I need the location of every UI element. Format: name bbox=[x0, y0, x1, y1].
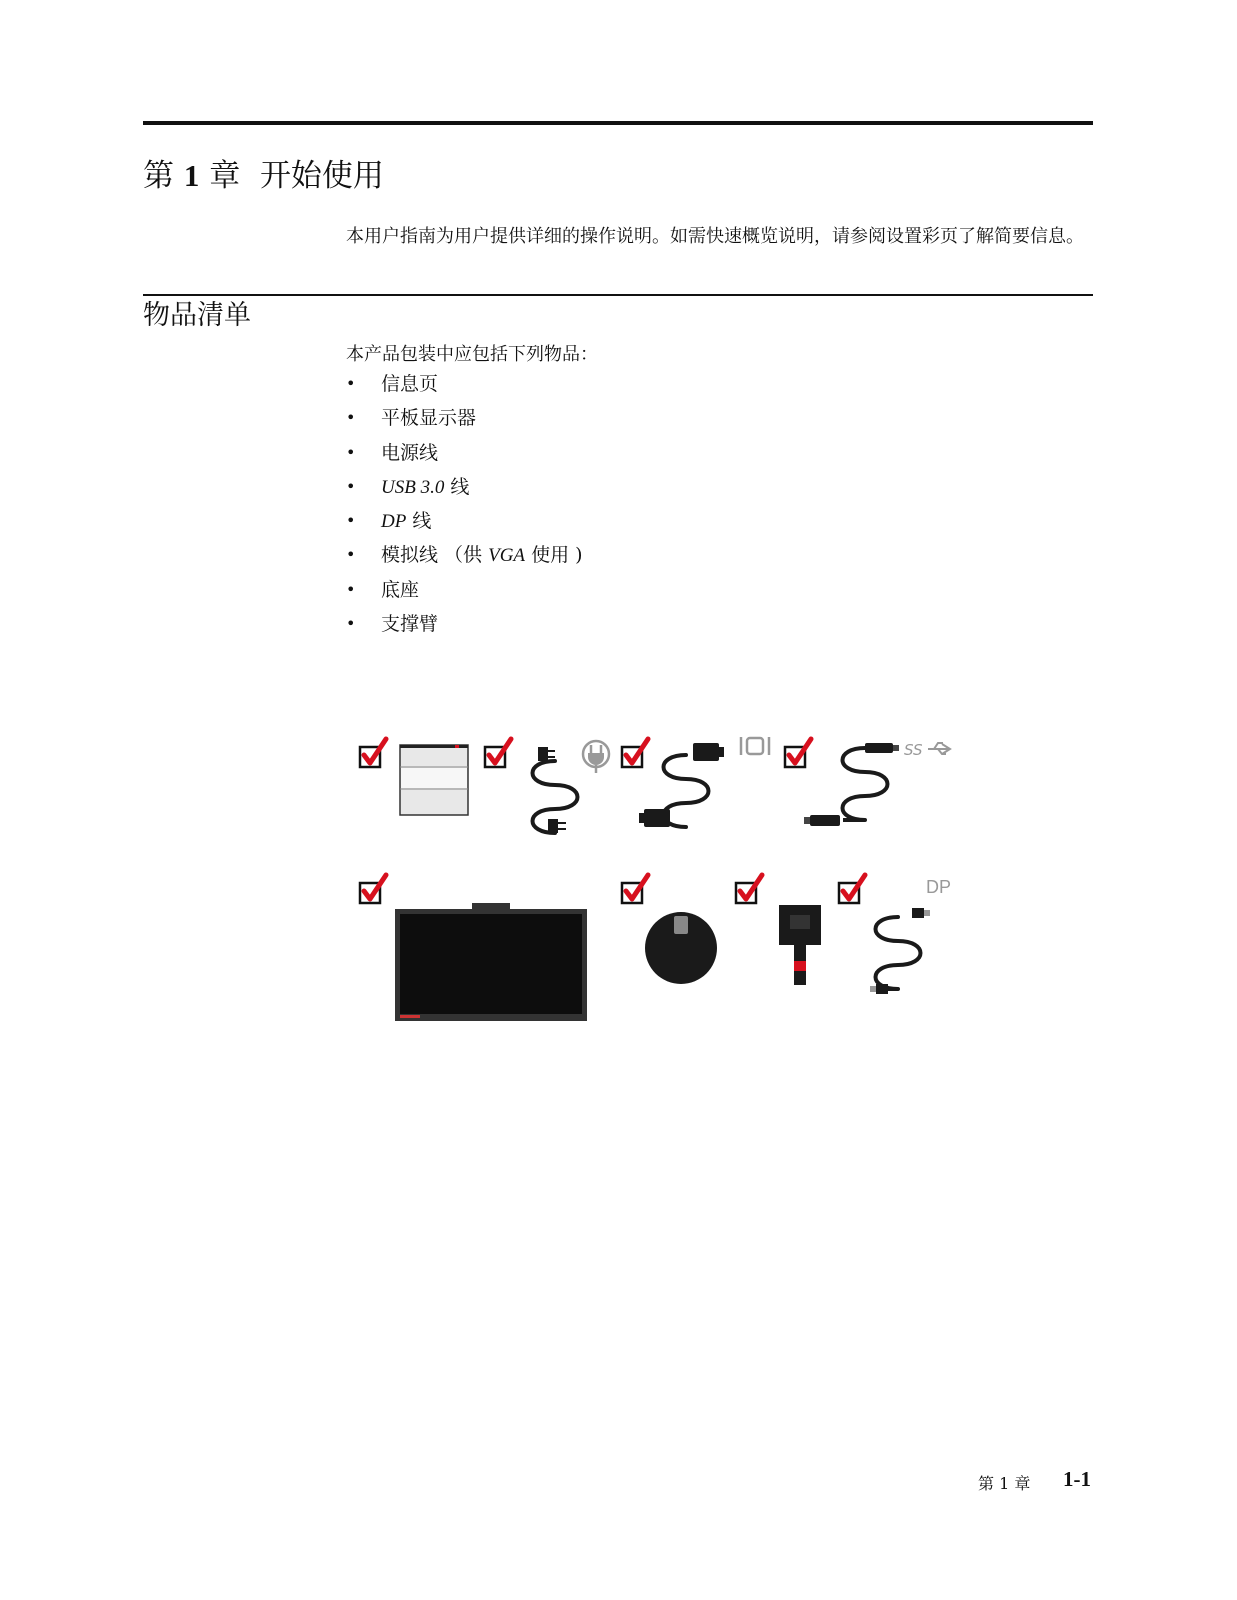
usb-superspeed-icon bbox=[904, 741, 950, 759]
stand-base-icon bbox=[645, 912, 717, 984]
page-footer bbox=[978, 1467, 1091, 1494]
checkbox-icon bbox=[736, 875, 762, 903]
list-item bbox=[346, 402, 583, 436]
item-text-italic: VGA bbox=[488, 545, 526, 567]
power-plug-icon bbox=[583, 741, 609, 773]
vga-cable-icon bbox=[639, 743, 724, 827]
bullet-icon: • bbox=[346, 614, 356, 634]
section-title: 物品清单 bbox=[143, 300, 251, 331]
list-item bbox=[346, 437, 583, 471]
checkbox-icon bbox=[485, 739, 511, 767]
monitor-icon bbox=[395, 903, 587, 1021]
package-contents-illustration bbox=[350, 725, 970, 1035]
list-item bbox=[346, 505, 583, 539]
list-intro: 本产品包装中应包括下列物品： bbox=[346, 344, 598, 365]
footer-chapter-label: 第 1 章 bbox=[978, 1474, 1031, 1493]
item-text-b: 平板显示器 bbox=[381, 407, 477, 430]
info-sheet-icon bbox=[400, 745, 468, 815]
list-item bbox=[346, 608, 583, 642]
item-text-italic: DP bbox=[381, 511, 407, 533]
item-text-a: 模拟线 （供 bbox=[381, 544, 489, 567]
item-text-b: 电源线 bbox=[381, 441, 439, 464]
item-text-b: 支撑臂 bbox=[381, 613, 439, 636]
usb-ss-label: SS bbox=[904, 741, 923, 759]
list-item bbox=[346, 368, 583, 402]
list-item bbox=[346, 471, 583, 505]
support-arm-icon bbox=[779, 905, 821, 985]
chapter-heading: 开始使用 bbox=[259, 158, 384, 194]
checkbox-icon bbox=[360, 875, 386, 903]
chapter-number: 1 bbox=[183, 158, 200, 193]
bullet-icon: • bbox=[346, 511, 356, 531]
list-item bbox=[346, 539, 583, 573]
usb-cable-icon bbox=[804, 743, 899, 826]
package-item-list bbox=[346, 368, 583, 642]
item-text-b: 线 bbox=[406, 510, 432, 533]
power-cord-icon bbox=[533, 747, 578, 833]
bullet-icon: • bbox=[346, 545, 356, 565]
bullet-icon: • bbox=[346, 442, 356, 462]
page-number: 1-1 bbox=[1063, 1467, 1091, 1491]
list-item bbox=[346, 574, 583, 608]
top-rule bbox=[143, 121, 1093, 125]
checkbox-icon bbox=[839, 875, 865, 903]
checkbox-icon bbox=[622, 875, 648, 903]
section-rule bbox=[143, 294, 1093, 296]
bullet-icon: • bbox=[346, 579, 356, 599]
bullet-icon: • bbox=[346, 374, 356, 393]
bullet-icon: • bbox=[346, 476, 356, 496]
checkbox-icon bbox=[622, 739, 648, 767]
item-text-b: 信息页 bbox=[381, 373, 439, 395]
vga-port-icon bbox=[741, 737, 769, 755]
chapter-suffix: 章 bbox=[209, 158, 241, 194]
checkbox-icon bbox=[785, 739, 811, 767]
checkbox-icon bbox=[360, 739, 386, 767]
intro-paragraph: 本用户指南为用户提供详细的操作说明。如需快速概览说明，请参阅设置彩页了解简要信息。 bbox=[346, 226, 1084, 247]
item-text-italic: USB 3.0 bbox=[381, 476, 445, 498]
item-text-b: 线 bbox=[444, 475, 470, 498]
item-text-b: 底座 bbox=[381, 578, 420, 601]
chapter-prefix: 第 bbox=[143, 158, 174, 194]
dp-cable-icon bbox=[870, 908, 930, 994]
item-text-b: 使用 ) bbox=[525, 544, 583, 567]
bullet-icon: • bbox=[346, 408, 356, 428]
chapter-title bbox=[143, 150, 384, 195]
dp-label: DP bbox=[926, 877, 952, 897]
